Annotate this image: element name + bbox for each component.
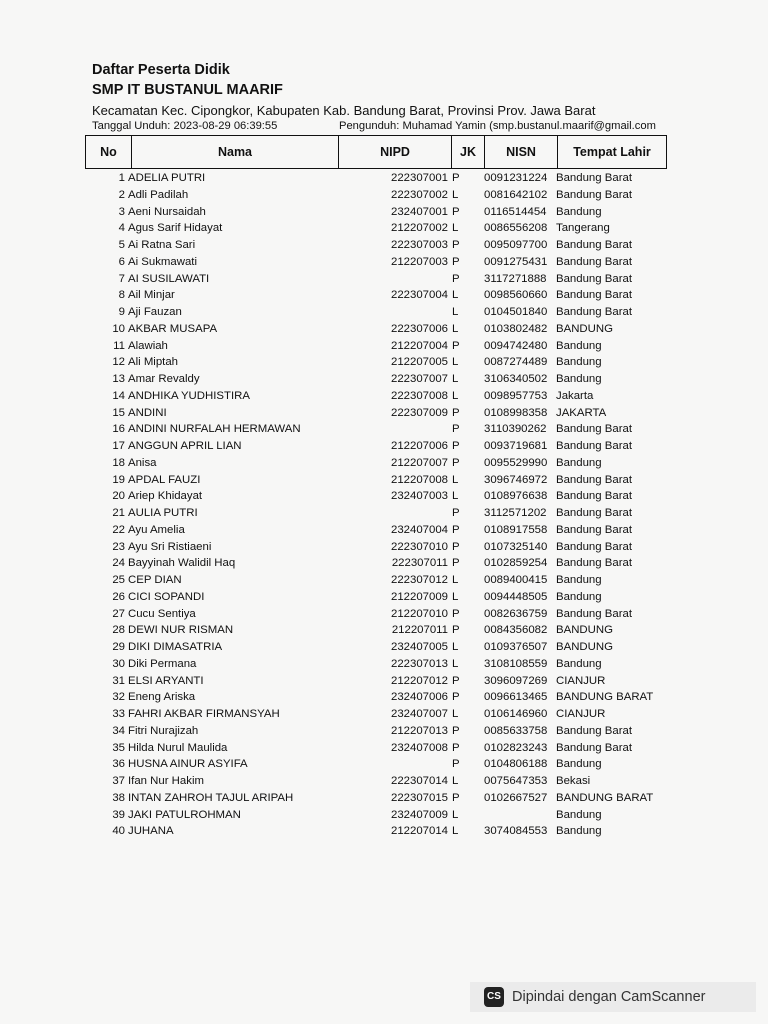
row-nisn: 3117271888 (484, 272, 547, 285)
row-nipd: 232407004 (390, 523, 448, 536)
row-tempat-lahir: BANDUNG (556, 322, 613, 335)
row-nama: Adli Padilah (128, 188, 189, 201)
row-jk: L (452, 641, 459, 653)
row-nisn: 0098957753 (484, 389, 548, 402)
row-nipd: 222307011 (391, 557, 448, 570)
row-tempat-lahir: Bandung Barat (556, 289, 632, 302)
row-jk: L (452, 708, 459, 720)
row-no: 5 (118, 239, 125, 251)
row-nipd: 212207007 (390, 456, 448, 469)
row-nisn: 0104501840 (484, 306, 548, 318)
row-jk: P (452, 507, 460, 519)
row-no: 25 (112, 574, 125, 586)
row-tempat-lahir: Bandung (556, 590, 602, 603)
document-title: Daftar Peserta Didik (92, 62, 230, 78)
row-nipd: 212207006 (390, 440, 448, 452)
row-no: 30 (112, 657, 125, 670)
row-nipd: 222307015 (390, 791, 448, 804)
col-header-jk: JK (452, 136, 485, 169)
row-no: 26 (112, 590, 125, 603)
row-tempat-lahir: Bandung (556, 574, 602, 586)
row-tempat-lahir: Bandung Barat (556, 306, 632, 318)
row-tempat-lahir: JAKARTA (556, 406, 607, 419)
row-nipd: 212207002 (390, 222, 448, 235)
row-no: 14 (112, 389, 125, 402)
row-nama: Ariep Khidayat (128, 490, 203, 503)
row-nisn: 3112571202 (484, 507, 547, 519)
row-no: 13 (112, 373, 125, 385)
col-header-nama: Nama (132, 136, 339, 169)
row-no: 16 (112, 423, 125, 436)
row-no: 38 (112, 791, 125, 804)
row-no: 2 (118, 188, 125, 201)
row-nisn: 0093719681 (484, 440, 548, 452)
row-no: 3 (118, 205, 125, 218)
row-nipd: 222307009 (390, 406, 448, 419)
row-nisn: 0109376507 (484, 641, 548, 653)
row-no: 35 (112, 741, 125, 754)
row-jk: L (452, 306, 459, 318)
row-nisn: 0081642102 (484, 188, 548, 201)
row-no: 24 (112, 557, 125, 570)
row-tempat-lahir: Bandung (556, 758, 602, 771)
row-nama: ELSI ARYANTI (128, 674, 204, 687)
row-nama: DIKI DIMASATRIA (128, 641, 223, 653)
camscanner-watermark (470, 982, 756, 1012)
row-no: 27 (112, 607, 125, 620)
row-nama: Ayu Amelia (128, 523, 185, 536)
row-nisn: 0084356082 (484, 624, 548, 637)
row-tempat-lahir: Bandung (556, 373, 602, 385)
row-nama: JAKI PATULROHMAN (128, 808, 241, 821)
col-header-nisn: NISN (485, 136, 558, 169)
row-no: 21 (112, 507, 125, 519)
row-nisn: 0108976638 (484, 490, 548, 503)
row-tempat-lahir: Bandung Barat (556, 741, 632, 754)
row-nisn: 0091275431 (484, 255, 548, 268)
row-nama: DEWI NUR RISMAN (128, 624, 234, 637)
row-nisn: 0107325140 (484, 540, 548, 553)
row-nama: Ai Sukmawati (128, 255, 198, 268)
row-jk: L (452, 808, 459, 821)
row-tempat-lahir: Bandung Barat (556, 490, 632, 503)
row-jk: P (452, 239, 460, 251)
row-nama: Ali Miptah (128, 356, 179, 369)
row-tempat-lahir: Bandung Barat (556, 239, 632, 251)
row-nipd: 232407006 (390, 691, 448, 704)
row-nama: AULIA PUTRI (128, 507, 198, 519)
row-tempat-lahir: Bandung Barat (556, 188, 632, 201)
row-nipd: 222307003 (390, 239, 448, 251)
row-jk: P (452, 724, 460, 737)
row-jk: L (452, 188, 459, 201)
row-nama: CICI SOPANDI (128, 590, 205, 603)
col-header-nipd: NIPD (339, 136, 452, 169)
row-nama: APDAL FAUZI (128, 473, 201, 486)
row-nisn: 0075647353 (484, 775, 548, 787)
row-nama: Eneng Ariska (128, 691, 196, 704)
row-jk: P (452, 423, 460, 436)
row-nama: Amar Revaldy (128, 373, 200, 385)
row-nipd: 212207008 (390, 473, 448, 486)
row-tempat-lahir: BANDUNG BARAT (556, 791, 654, 804)
row-tempat-lahir: CIANJUR (556, 674, 606, 687)
row-nisn: 3108108559 (484, 657, 548, 670)
row-no: 10 (112, 322, 125, 335)
row-jk: P (452, 691, 460, 704)
row-jk: P (452, 205, 460, 218)
row-nisn: 3106340502 (484, 373, 548, 385)
row-nama: AKBAR MUSAPA (128, 322, 218, 335)
row-nama: ANDHIKA YUDHISTIRA (128, 389, 250, 402)
document-header (92, 60, 692, 120)
row-jk: L (452, 775, 459, 787)
row-nama: Fitri Nurajizah (128, 724, 199, 737)
row-jk: L (452, 657, 459, 670)
col-header-tempat-lahir: Tempat Lahir (558, 136, 667, 169)
row-tempat-lahir: Tangerang (556, 222, 610, 235)
row-nipd: 222307013 (390, 657, 448, 670)
row-nisn: 0096613465 (484, 691, 548, 704)
row-nisn: 0116514454 (484, 205, 547, 218)
camscanner-logo-icon: CS (484, 987, 504, 1007)
row-no: 8 (118, 289, 125, 302)
row-jk: L (452, 590, 459, 603)
row-tempat-lahir: Bandung Barat (556, 473, 632, 486)
row-no: 1 (118, 172, 125, 184)
row-no: 39 (112, 808, 125, 821)
row-jk: P (452, 791, 460, 804)
row-jk: P (452, 272, 460, 285)
row-nipd: 212207012 (390, 674, 448, 687)
row-nama: Bayyinah Walidil Haq (128, 557, 236, 570)
row-nisn: 0102823243 (484, 741, 548, 754)
row-no: 19 (112, 473, 125, 486)
row-jk: P (452, 557, 460, 570)
row-no: 32 (112, 691, 125, 704)
watermark-text: Dipindai dengan CamScanner (512, 989, 706, 1005)
row-nipd: 212207010 (390, 607, 448, 620)
row-tempat-lahir: Bandung (556, 456, 602, 469)
row-nama: Aeni Nursaidah (128, 205, 206, 218)
row-no: 31 (112, 674, 125, 687)
row-nisn: 0094448505 (484, 590, 548, 603)
row-jk: P (452, 339, 460, 352)
row-tempat-lahir: Bandung Barat (556, 440, 632, 452)
row-nisn: 0085633758 (484, 724, 548, 737)
row-nipd: 222307006 (390, 322, 448, 335)
downloader: Pengunduh: Muhamad Yamin (smp.bustanul.maarif@gmail.com (339, 120, 656, 132)
row-tempat-lahir: Bandung Barat (556, 423, 632, 436)
row-nama: ANDINI NURFALAH HERMAWAN (128, 423, 301, 436)
row-no: 7 (118, 272, 125, 285)
row-nipd: 232407009 (390, 808, 448, 821)
row-tempat-lahir: Jakarta (556, 389, 594, 402)
row-nama: ANGGUN APRIL LIAN (128, 440, 242, 452)
row-nipd: 222307001 (390, 172, 448, 184)
row-tempat-lahir: Bandung Barat (556, 540, 632, 553)
row-jk: L (452, 373, 459, 385)
row-tempat-lahir: Bandung Barat (556, 255, 632, 268)
row-nipd: 222307004 (390, 289, 448, 302)
row-nama: Anisa (128, 456, 157, 469)
row-no: 18 (112, 456, 125, 469)
download-date: Tanggal Unduh: 2023-08-29 06:39:55 (92, 120, 278, 132)
row-nisn: 0091231224 (484, 172, 548, 184)
row-no: 23 (112, 540, 125, 553)
row-nipd: 212207014 (390, 825, 448, 838)
table-header (85, 135, 667, 169)
row-no: 36 (112, 758, 125, 771)
row-jk: L (452, 322, 459, 335)
row-nama: AI SUSILAWATI (128, 272, 210, 285)
row-nipd: 222307014 (390, 775, 448, 787)
row-jk: L (452, 825, 459, 838)
row-nama: Aji Fauzan (128, 306, 182, 318)
row-nisn: 0108917558 (484, 523, 548, 536)
row-nama: Diki Permana (128, 657, 197, 670)
row-nipd: 222307008 (390, 389, 448, 402)
row-nipd: 232407007 (390, 708, 448, 720)
row-nama: JUHANA (128, 825, 174, 838)
row-no: 12 (112, 356, 125, 369)
row-no: 9 (118, 306, 125, 318)
row-tempat-lahir: Bandung Barat (556, 272, 632, 285)
row-nisn: 0082636759 (484, 607, 548, 620)
row-jk: L (452, 289, 459, 302)
row-nipd: 232407003 (390, 490, 448, 503)
row-tempat-lahir: Bandung (556, 808, 602, 821)
row-nama: Cucu Sentiya (128, 607, 196, 620)
row-jk: P (452, 172, 460, 184)
row-nipd: 212207011 (391, 624, 448, 637)
row-jk: P (452, 440, 460, 452)
row-nisn: 0103802482 (484, 322, 548, 335)
row-nipd: 222307012 (390, 574, 448, 586)
row-nisn: 0104806188 (484, 758, 548, 771)
row-nisn: 0089400415 (484, 574, 548, 586)
row-jk: P (452, 523, 460, 536)
row-no: 22 (112, 523, 125, 536)
row-jk: L (452, 574, 459, 586)
row-nipd: 212207005 (390, 356, 448, 369)
row-nisn: 0095097700 (484, 239, 548, 251)
row-no: 6 (118, 255, 125, 268)
row-tempat-lahir: CIANJUR (556, 708, 606, 720)
row-nisn: 0087274489 (484, 356, 548, 369)
row-jk: L (452, 473, 459, 486)
row-nama: HUSNA AINUR ASYIFA (128, 758, 248, 771)
row-nama: Alawiah (128, 339, 168, 352)
row-nama: ANDINI (128, 406, 167, 419)
row-nisn: 0108998358 (484, 406, 548, 419)
row-tempat-lahir: Bandung (556, 339, 602, 352)
row-jk: P (452, 406, 460, 419)
row-tempat-lahir: Bekasi (556, 775, 591, 787)
row-no: 15 (112, 406, 125, 419)
row-nisn: 0094742480 (484, 339, 548, 352)
row-jk: P (452, 607, 460, 620)
row-nipd: 232407005 (390, 641, 448, 653)
school-name: SMP IT BUSTANUL MAARIF (92, 82, 283, 98)
row-no: 33 (112, 708, 125, 720)
row-nama: Ayu Sri Ristiaeni (128, 540, 212, 553)
row-jk: P (452, 758, 460, 771)
row-nipd: 232407008 (390, 741, 448, 754)
row-nama: Ail Minjar (128, 289, 175, 302)
col-header-no: No (86, 136, 132, 169)
row-nisn: 0098560660 (484, 289, 548, 302)
row-nipd: 222307007 (390, 373, 448, 385)
row-tempat-lahir: Bandung (556, 657, 602, 670)
row-nipd: 212207003 (390, 255, 448, 268)
row-nisn: 0095529990 (484, 456, 548, 469)
row-jk: P (452, 255, 460, 268)
row-no: 17 (112, 440, 125, 452)
row-nisn: 0106146960 (484, 708, 548, 720)
row-tempat-lahir: Bandung Barat (556, 172, 632, 184)
row-nama: Agus Sarif Hidayat (128, 222, 223, 235)
row-no: 37 (112, 775, 125, 787)
row-nipd: 212207004 (390, 339, 448, 352)
row-tempat-lahir: BANDUNG BARAT (556, 691, 654, 704)
row-tempat-lahir: Bandung Barat (556, 607, 632, 620)
row-nipd: 222307010 (390, 540, 448, 553)
row-jk: P (452, 674, 460, 687)
school-address: Kecamatan Kec. Cipongkor, Kabupaten Kab. Bandung Barat, Provinsi Prov. Jawa Barat (92, 103, 596, 118)
row-nama: ADELIA PUTRI (128, 172, 206, 184)
row-jk: P (452, 741, 460, 754)
row-nama: INTAN ZAHROH TAJUL ARIPAH (128, 791, 294, 804)
row-tempat-lahir: BANDUNG (556, 641, 613, 653)
row-nisn: 3110390262 (484, 423, 547, 436)
row-tempat-lahir: Bandung (556, 356, 602, 369)
row-jk: L (452, 490, 459, 503)
row-nisn: 0102667527 (484, 791, 548, 804)
row-jk: P (452, 624, 460, 637)
row-no: 4 (118, 222, 125, 235)
row-nama: Hilda Nurul Maulida (128, 741, 228, 754)
row-jk: L (452, 356, 459, 369)
row-nipd: 212207013 (390, 724, 448, 737)
row-tempat-lahir: Bandung Barat (556, 507, 632, 519)
row-nisn: 0086556208 (484, 222, 548, 235)
row-nisn: 3096746972 (484, 473, 548, 486)
row-tempat-lahir: Bandung Barat (556, 724, 632, 737)
row-tempat-lahir: Bandung Barat (556, 557, 632, 570)
row-no: 29 (112, 641, 125, 653)
row-tempat-lahir: Bandung (556, 825, 602, 838)
row-no: 34 (112, 724, 125, 737)
row-tempat-lahir: BANDUNG (556, 624, 613, 637)
row-jk: L (452, 389, 459, 402)
row-no: 28 (112, 624, 125, 637)
row-nipd: 222307002 (390, 188, 448, 201)
row-nama: FAHRI AKBAR FIRMANSYAH (128, 708, 280, 720)
row-jk: P (452, 456, 460, 469)
row-nipd: 212207009 (390, 590, 448, 603)
row-tempat-lahir: Bandung (556, 205, 602, 218)
row-nama: Ai Ratna Sari (128, 239, 196, 251)
row-jk: L (452, 222, 459, 235)
row-tempat-lahir: Bandung Barat (556, 523, 632, 536)
row-nama: CEP DIAN (128, 574, 182, 586)
row-nisn: 0102859254 (484, 557, 548, 570)
row-nisn: 3096097269 (484, 674, 548, 687)
row-jk: P (452, 540, 460, 553)
row-nama: Ifan Nur Hakim (128, 775, 204, 787)
row-nisn: 3074084553 (484, 825, 548, 838)
row-no: 20 (112, 490, 125, 503)
row-nipd: 232407001 (390, 205, 448, 218)
row-no: 11 (113, 339, 125, 352)
row-no: 40 (112, 825, 125, 838)
